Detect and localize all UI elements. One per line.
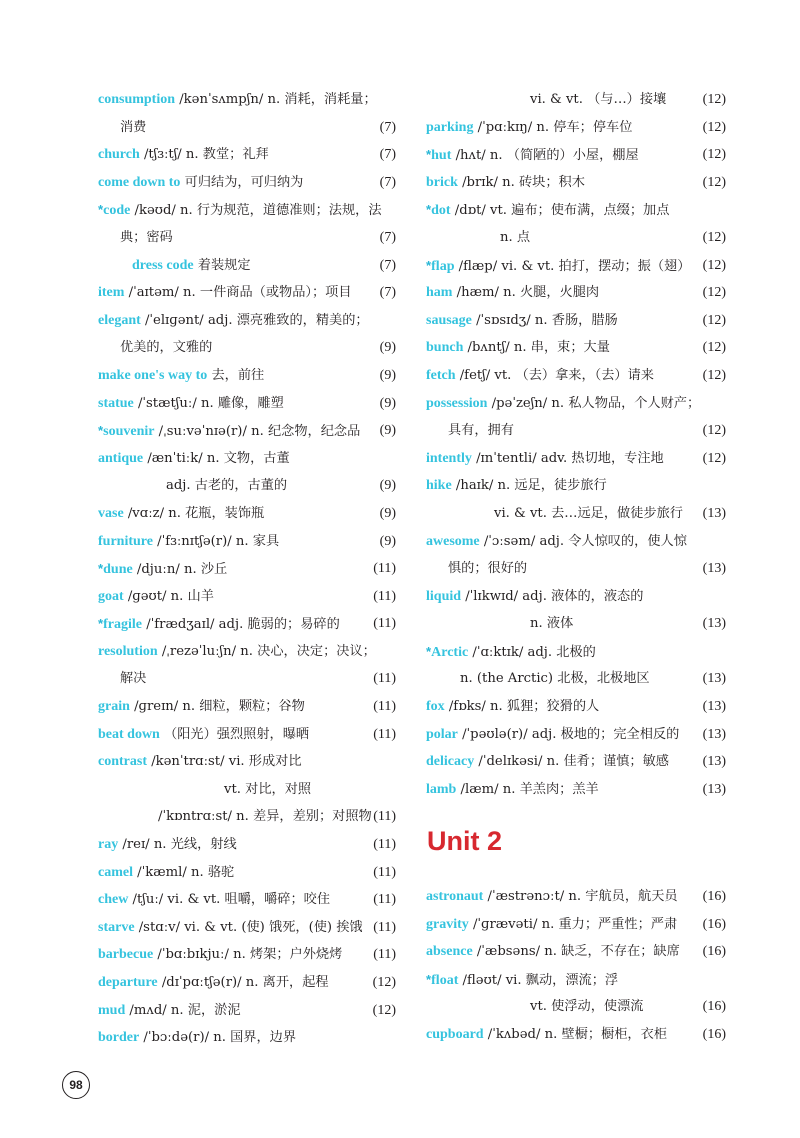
page-reference: (11) xyxy=(373,892,396,908)
vocab-definition: n. 液体 xyxy=(530,616,574,632)
vocab-definition: /ˈpəʊlə(r)/ adj. 极地的；完全相反的 xyxy=(457,726,680,742)
vocab-row xyxy=(98,500,396,528)
page-reference: (11) xyxy=(373,864,396,880)
page-reference: (13) xyxy=(702,505,726,521)
left-column xyxy=(98,86,396,1052)
vocab-word: mud xyxy=(98,1002,126,1018)
vocab-definition: /flæp/ vi. & vt. 拍打，摆动；振（翅） xyxy=(454,258,691,274)
page-reference: (12) xyxy=(702,450,726,466)
vocab-word: lamb xyxy=(426,781,457,797)
vocab-word: delicacy xyxy=(426,754,475,770)
page-reference: (9) xyxy=(379,340,396,356)
star-marker: * xyxy=(98,561,104,577)
vocab-row xyxy=(98,665,396,693)
vocab-definition: /ˈæbsəns/ n. 缺乏，不存在；缺席 xyxy=(472,944,680,960)
vocab-definition: /ˈkɒntrɑːst/ n. 差异，差别；对照物 xyxy=(158,809,372,825)
vocab-definition: 惧的；很好的 xyxy=(448,561,528,577)
vocab-word: elegant xyxy=(98,312,141,328)
vocab-definition: /læm/ n. 羊羔肉；羔羊 xyxy=(456,781,599,797)
vocab-word: flap xyxy=(431,258,455,274)
vocab-row xyxy=(98,803,396,831)
page-reference: (11) xyxy=(373,947,396,963)
vocab-word: polar xyxy=(426,726,458,742)
vocab-row xyxy=(98,583,396,611)
page-reference: (9) xyxy=(379,505,396,521)
vocab-word: make one's way to xyxy=(98,367,208,383)
vocab-word: departure xyxy=(98,975,158,990)
vocab-row xyxy=(98,610,396,638)
vocab-row xyxy=(426,776,726,804)
page-reference: (9) xyxy=(379,367,396,383)
vocab-word: astronaut xyxy=(426,889,484,904)
page-reference: (12) xyxy=(372,1002,396,1018)
vocab-word: intently xyxy=(426,450,472,466)
vocab-row xyxy=(98,776,396,804)
vocab-row xyxy=(98,748,396,776)
vocab-row xyxy=(98,969,396,997)
vocab-definition: /hʌt/ n. （简陋的）小屋，棚屋 xyxy=(451,148,639,164)
vocab-row xyxy=(426,583,726,611)
vocab-row xyxy=(426,721,726,749)
vocab-word: gravity xyxy=(426,916,469,932)
vocab-definition: /ˈdelɪkəsi/ n. 佳肴；谨慎；敏感 xyxy=(474,754,669,770)
page-reference: (9) xyxy=(379,533,396,549)
vocab-definition: /ˈsɒsɪdʒ/ n. 香肠，腊肠 xyxy=(471,312,618,328)
page-reference: (7) xyxy=(379,229,396,245)
vocab-row xyxy=(426,472,726,500)
vocab-row xyxy=(98,169,396,197)
page-reference: (13) xyxy=(702,561,726,577)
vocab-definition: /ˈelɪɡənt/ adj. 漂亮雅致的，精美的； xyxy=(140,312,369,328)
vocab-word: camel xyxy=(98,864,133,880)
page-reference: (11) xyxy=(373,837,396,853)
vocab-definition: /ˈæstrənɔːt/ n. 宇航员，航天员 xyxy=(483,889,678,904)
page-reference: (7) xyxy=(379,147,396,163)
page-reference: (12) xyxy=(702,423,726,439)
vocab-row xyxy=(98,390,396,418)
vocab-word: chew xyxy=(98,892,129,908)
vocab-definition: /kənˈsʌmpʃn/ n. 消耗，消耗量； xyxy=(175,92,377,107)
vocab-row xyxy=(426,252,726,280)
vocab-definition: n. (the Arctic) 北极，北极地区 xyxy=(460,671,650,687)
vocab-word: souvenir xyxy=(103,424,155,440)
page-reference: (12) xyxy=(702,285,726,301)
vocab-row xyxy=(98,555,396,583)
vocab-word: furniture xyxy=(98,533,153,549)
vocab-word: grain xyxy=(98,699,130,715)
vocab-word: consumption xyxy=(98,92,176,107)
vocab-row xyxy=(426,169,726,197)
vocab-definition: /fetʃ/ vt. （去）拿来，（去）请来 xyxy=(455,367,654,383)
vocab-word: statue xyxy=(98,395,134,411)
vocab-definition: 具有，拥有 xyxy=(448,423,514,439)
vocab-word: float xyxy=(431,972,459,988)
vocab-definition: 可归结为，可归纳为 xyxy=(180,174,304,190)
vocab-definition: vi. & vt. 去…远足，做徒步旅行 xyxy=(494,505,683,521)
vocab-definition: （阳光）强烈照射，曝晒 xyxy=(159,726,310,742)
vocab-definition: /kənˈtrɑːst/ vi. 形成对比 xyxy=(147,754,302,770)
vocab-definition: /tʃuː/ vi. & vt. 咀嚼，嚼碎；咬住 xyxy=(128,892,331,908)
vocab-row xyxy=(426,445,726,473)
vocab-row xyxy=(98,279,396,307)
vocab-definition: /ɡəʊt/ n. 山羊 xyxy=(123,588,214,604)
star-marker: * xyxy=(98,202,104,218)
vocab-row xyxy=(98,86,396,114)
vocab-definition: /ˈfɜːnɪtʃə(r)/ n. 家具 xyxy=(152,533,280,549)
vocab-row xyxy=(98,472,396,500)
vocab-word: goat xyxy=(98,588,124,604)
vocab-definition: /mʌd/ n. 泥，淤泥 xyxy=(125,1002,241,1018)
vocab-definition: vt. 使浮动，使漂流 xyxy=(530,999,644,1015)
vocab-word: possession xyxy=(426,395,488,411)
vocab-definition: /ˈaɪtəm/ n. 一件商品（或物品）；项目 xyxy=(124,285,352,301)
star-marker: * xyxy=(426,257,432,273)
vocab-definition: vt. 对比，对照 xyxy=(224,781,312,797)
page-reference: (11) xyxy=(373,616,396,632)
vocab-row xyxy=(98,859,396,887)
vocab-word: liquid xyxy=(426,588,462,604)
page-reference: (7) xyxy=(379,174,396,190)
page-reference: (12) xyxy=(702,312,726,328)
vocab-word: absence xyxy=(426,944,473,960)
page-reference: (11) xyxy=(373,726,396,742)
vocab-row xyxy=(426,334,726,362)
vocab-definition: /ˈfrædʒaɪl/ adj. 脆弱的；易碎的 xyxy=(142,617,340,633)
vocab-row xyxy=(98,334,396,362)
vocab-definition: adj. 古老的，古董的 xyxy=(166,478,288,494)
page-reference: (11) xyxy=(373,699,396,715)
page-reference: (12) xyxy=(702,174,726,190)
vocab-word: dress code xyxy=(132,257,194,273)
vocab-word: awesome xyxy=(426,533,480,549)
vocab-row xyxy=(426,638,726,666)
vocab-definition: /ˈbɔːdə(r)/ n. 国界，边界 xyxy=(139,1030,297,1046)
vocab-definition: n. 点 xyxy=(500,229,531,245)
vocab-word: beat down xyxy=(98,726,160,742)
vocab-definition: /ˈɔːsəm/ adj. 令人惊叹的，使人惊 xyxy=(479,533,687,549)
vocab-definition: /stɑːv/ vi. & vt. (使) 饿死，(使) 挨饿 xyxy=(134,919,363,935)
vocab-row xyxy=(426,141,726,169)
vocab-word: bunch xyxy=(426,340,464,356)
page-reference: (13) xyxy=(702,699,726,715)
vocab-word: cupboard xyxy=(426,1026,484,1042)
vocab-definition: /ˈkʌbəd/ n. 壁橱；橱柜，衣柜 xyxy=(483,1026,667,1042)
vocab-row xyxy=(426,555,726,583)
vocab-word: Arctic xyxy=(431,644,469,660)
vocab-word: contrast xyxy=(98,754,147,770)
vocab-word: ham xyxy=(426,285,453,301)
vocab-row xyxy=(98,1024,396,1052)
vocab-row xyxy=(426,883,726,911)
vocab-word: parking xyxy=(426,119,474,135)
vocab-row xyxy=(98,638,396,666)
page-reference: (16) xyxy=(702,889,726,904)
vocab-row xyxy=(98,914,396,942)
vocab-row xyxy=(98,417,396,445)
vocab-row xyxy=(98,721,396,749)
vocab-row xyxy=(426,693,726,721)
vocab-definition: /hæm/ n. 火腿，火腿肉 xyxy=(452,285,600,301)
vocab-definition: /ˌsuːvəˈnɪə(r)/ n. 纪念物，纪念品 xyxy=(154,424,361,440)
vocab-definition: /ˈpɑːkɪŋ/ n. 停车；停车位 xyxy=(473,119,633,135)
vocab-row xyxy=(426,911,726,939)
vocab-definition: /ɡreɪn/ n. 细粒，颗粒；谷物 xyxy=(129,699,305,715)
vocab-definition: /dɪˈpɑːtʃə(r)/ n. 离开，起程 xyxy=(157,975,329,990)
vocab-definition: /tʃɜːtʃ/ n. 教堂；礼拜 xyxy=(139,147,269,163)
vocab-row xyxy=(426,993,726,1021)
vocab-row xyxy=(426,307,726,335)
page-reference: (12) xyxy=(702,367,726,383)
vocab-definition: /pəˈzeʃn/ n. 私人物品，个人财产； xyxy=(487,395,701,411)
vocab-definition: 着装规定 xyxy=(193,257,251,273)
page-number: 98 xyxy=(62,1071,90,1099)
vocab-row xyxy=(426,279,726,307)
vocab-row xyxy=(426,390,726,418)
vocab-row xyxy=(98,997,396,1025)
page-reference: (11) xyxy=(373,671,396,687)
vocab-row xyxy=(426,362,726,390)
page-reference: (13) xyxy=(702,726,726,742)
vocab-row xyxy=(426,224,726,252)
page-reference: (7) xyxy=(379,119,396,135)
page-reference: (16) xyxy=(702,1026,726,1042)
vocab-row xyxy=(426,86,726,114)
unit-heading: Unit 2 xyxy=(427,826,503,856)
page-reference: (12) xyxy=(702,92,726,107)
vocab-row xyxy=(98,362,396,390)
vocab-row xyxy=(426,938,726,966)
vocab-word: hike xyxy=(426,478,452,494)
star-marker: * xyxy=(426,971,432,987)
vocab-row xyxy=(426,528,726,556)
vocab-definition: 消费 xyxy=(120,119,147,135)
vocab-definition: /dɒt/ vt. 遍布；使布满，点缀；加点 xyxy=(450,203,670,219)
vocab-word: resolution xyxy=(98,643,158,659)
vocab-word: church xyxy=(98,147,140,163)
star-marker: * xyxy=(98,423,104,439)
vocab-word: come down to xyxy=(98,174,181,190)
page-reference: (16) xyxy=(702,999,726,1015)
vocab-definition: /ˈɑːktɪk/ adj. 北极的 xyxy=(468,644,596,660)
vocab-definition: /kəʊd/ n. 行为规范，道德准则；法规，法 xyxy=(130,203,382,219)
page-reference: (13) xyxy=(702,616,726,632)
vocab-word: fetch xyxy=(426,367,456,383)
vocab-definition: /ˈstætʃuː/ n. 雕像，雕塑 xyxy=(133,395,284,411)
vocab-word: border xyxy=(98,1030,140,1046)
vocab-word: dune xyxy=(103,562,133,578)
page-reference: (16) xyxy=(702,944,726,960)
vocab-word: ray xyxy=(98,837,119,853)
vocab-row xyxy=(98,252,396,280)
vocab-word: item xyxy=(98,285,125,301)
vocab-definition: 解决 xyxy=(120,671,147,687)
page-reference: (12) xyxy=(372,975,396,990)
vocab-word: code xyxy=(103,203,131,219)
vocab-word: dot xyxy=(431,203,451,219)
page-reference: (12) xyxy=(702,229,726,245)
vocab-definition: /ænˈtiːk/ n. 文物，古董 xyxy=(143,450,290,466)
vocab-definition: /reɪ/ n. 光线，射线 xyxy=(118,837,237,853)
vocab-row xyxy=(98,693,396,721)
page-reference: (13) xyxy=(702,781,726,797)
vocab-definition: /ˈlɪkwɪd/ adj. 液体的，液态的 xyxy=(461,588,644,604)
star-marker: * xyxy=(426,147,432,163)
vocab-row xyxy=(426,748,726,776)
vocab-row xyxy=(426,417,726,445)
vocab-row xyxy=(98,831,396,859)
vocab-definition: /brɪk/ n. 砖块；积木 xyxy=(457,174,585,190)
star-marker: * xyxy=(426,643,432,659)
vocab-row xyxy=(98,528,396,556)
page-reference: (9) xyxy=(379,423,396,439)
vocab-definition: 典；密码 xyxy=(120,229,173,245)
page-reference: (16) xyxy=(702,916,726,932)
page-reference: (9) xyxy=(379,395,396,411)
vocab-row xyxy=(426,665,726,693)
vocab-row xyxy=(426,196,726,224)
page-reference: (11) xyxy=(373,809,396,825)
vocab-definition: /bʌntʃ/ n. 串，束；大量 xyxy=(463,340,610,356)
unit2-column xyxy=(426,883,726,1049)
vocab-row xyxy=(98,141,396,169)
right-column xyxy=(426,86,726,803)
vocab-row xyxy=(426,114,726,142)
vocab-definition: 去，前往 xyxy=(207,367,265,383)
vocab-definition: /fləʊt/ vi. 飘动，漂流；浮 xyxy=(458,972,619,988)
star-marker: * xyxy=(98,616,104,632)
vocab-definition: /ˌrezəˈluːʃn/ n. 决心，决定；决议； xyxy=(157,643,376,659)
vocab-row xyxy=(98,114,396,142)
star-marker: * xyxy=(426,202,432,218)
page-reference: (12) xyxy=(702,119,726,135)
page-reference: (13) xyxy=(702,754,726,770)
vocab-definition: /ˈɡrævəti/ n. 重力；严重性；严肃 xyxy=(468,916,678,932)
vocab-word: vase xyxy=(98,505,124,521)
vocab-word: fragile xyxy=(103,617,143,633)
vocab-word: sausage xyxy=(426,312,472,328)
vocab-row xyxy=(98,307,396,335)
vocab-word: hut xyxy=(431,148,452,164)
page-reference: (7) xyxy=(379,285,396,301)
vocab-row xyxy=(426,610,726,638)
page-reference: (12) xyxy=(702,340,726,356)
vocab-definition: /fɒks/ n. 狐狸；狡猾的人 xyxy=(444,699,600,715)
page-reference: (11) xyxy=(373,561,396,577)
vocab-definition: 优美的，文雅的 xyxy=(120,340,213,356)
page-reference: (12) xyxy=(702,257,726,273)
vocab-definition: /ˈbɑːbɪkjuː/ n. 烤架；户外烧烤 xyxy=(153,947,343,963)
page-reference: (9) xyxy=(379,478,396,494)
page-reference: (12) xyxy=(702,147,726,163)
page-reference: (13) xyxy=(702,671,726,687)
vocab-row xyxy=(98,941,396,969)
vocab-definition: /ˈkæml/ n. 骆驼 xyxy=(132,864,235,880)
vocab-row xyxy=(98,196,396,224)
vocab-row xyxy=(426,966,726,994)
vocab-word: barbecue xyxy=(98,947,154,963)
vocab-word: brick xyxy=(426,174,458,190)
page-reference: (7) xyxy=(379,257,396,273)
vocab-row xyxy=(98,224,396,252)
vocab-row xyxy=(426,1021,726,1049)
vocab-definition: /vɑːz/ n. 花瓶，装饰瓶 xyxy=(123,505,265,521)
vocab-row xyxy=(98,445,396,473)
page-reference: (11) xyxy=(373,919,396,935)
vocab-word: fox xyxy=(426,699,445,715)
vocab-word: antique xyxy=(98,450,144,466)
vocab-row xyxy=(98,886,396,914)
vocab-word: starve xyxy=(98,919,135,935)
vocab-definition: /djuːn/ n. 沙丘 xyxy=(132,562,228,578)
vocab-row xyxy=(426,500,726,528)
page-reference: (11) xyxy=(373,588,396,604)
vocab-definition: /haɪk/ n. 远足，徒步旅行 xyxy=(451,478,607,494)
vocab-definition: /ɪnˈtentli/ adv. 热切地，专注地 xyxy=(471,450,664,466)
vocab-definition: vi. & vt. （与…）接壤 xyxy=(530,92,667,107)
